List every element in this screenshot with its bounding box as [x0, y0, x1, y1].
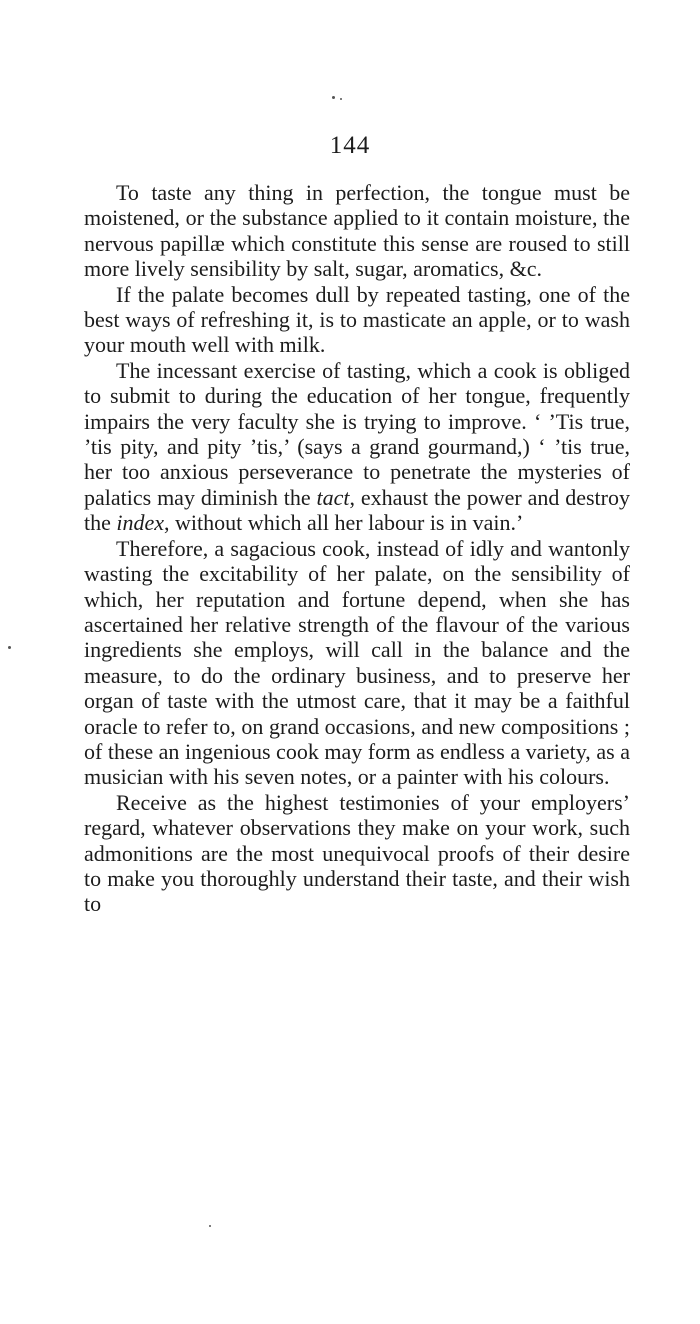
ink-speck: [340, 98, 342, 100]
paragraph: [84, 536, 630, 790]
paragraph: [84, 180, 630, 282]
paragraph: [84, 790, 630, 917]
text-run: If the palate becomes dull by repeated tasting, one of the best ways of refreshing it, is to masticate an apple, or to wash your mouth well with milk.: [84, 281, 630, 358]
italic-word: tact: [316, 484, 350, 510]
italic-word: index: [116, 510, 165, 536]
text-run: , without which all her labour is in vain.’: [164, 510, 524, 536]
ink-speck: [332, 96, 335, 99]
text-run: Therefore, a sagacious cook, instead of idly and wantonly wasting the excitability of her palate, on the sensibility of which, her reputation and fortune depend, when she has ascertained her relative strength of the flavour of the various ingredients she employs, will call in the balance and the measure, to do the ordinary business, and to preserve her organ of taste with the utmost care, that it may be a faithful oracle to refer to, on grand occasions, and new compositions ; of these an ingenious cook may form as endless a variety, as a musician with his seven notes, or a painter with his colours.: [84, 535, 630, 790]
body-text: [84, 180, 630, 917]
text-run: The incessant exercise of tasting, which a cook is obliged to submit to during the education of her tongue, frequently impairs the very faculty she is trying to improve. ‘ ’Tis true, ’tis pity, and pity ’tis,’ (says a grand gourmand,) ‘ ’tis true, her too anxious perseverance to penetrate the mysteries of palatics may diminish the: [84, 357, 630, 510]
ink-speck: [209, 1225, 211, 1227]
text-run: , exhaust the power and destroy the: [84, 484, 630, 536]
text-run: To taste any thing in perfection, the tongue must be moistened, or the substance applied to it contain moisture, the nervous papillæ which constitute this sense are roused to still more lively sensibility by salt, sugar, aromatics, &c.: [84, 180, 630, 282]
page-number: 144: [329, 132, 371, 159]
paragraph: [84, 358, 630, 536]
text-run: Receive as the highest testimonies of your employers’ regard, whatever observations they make on your work, such admonitions are the most unequivocal proofs of their desire to make you thoroughly understand their taste, and their wish to: [84, 789, 630, 917]
ink-speck: [8, 646, 11, 649]
paragraph: [84, 282, 630, 358]
